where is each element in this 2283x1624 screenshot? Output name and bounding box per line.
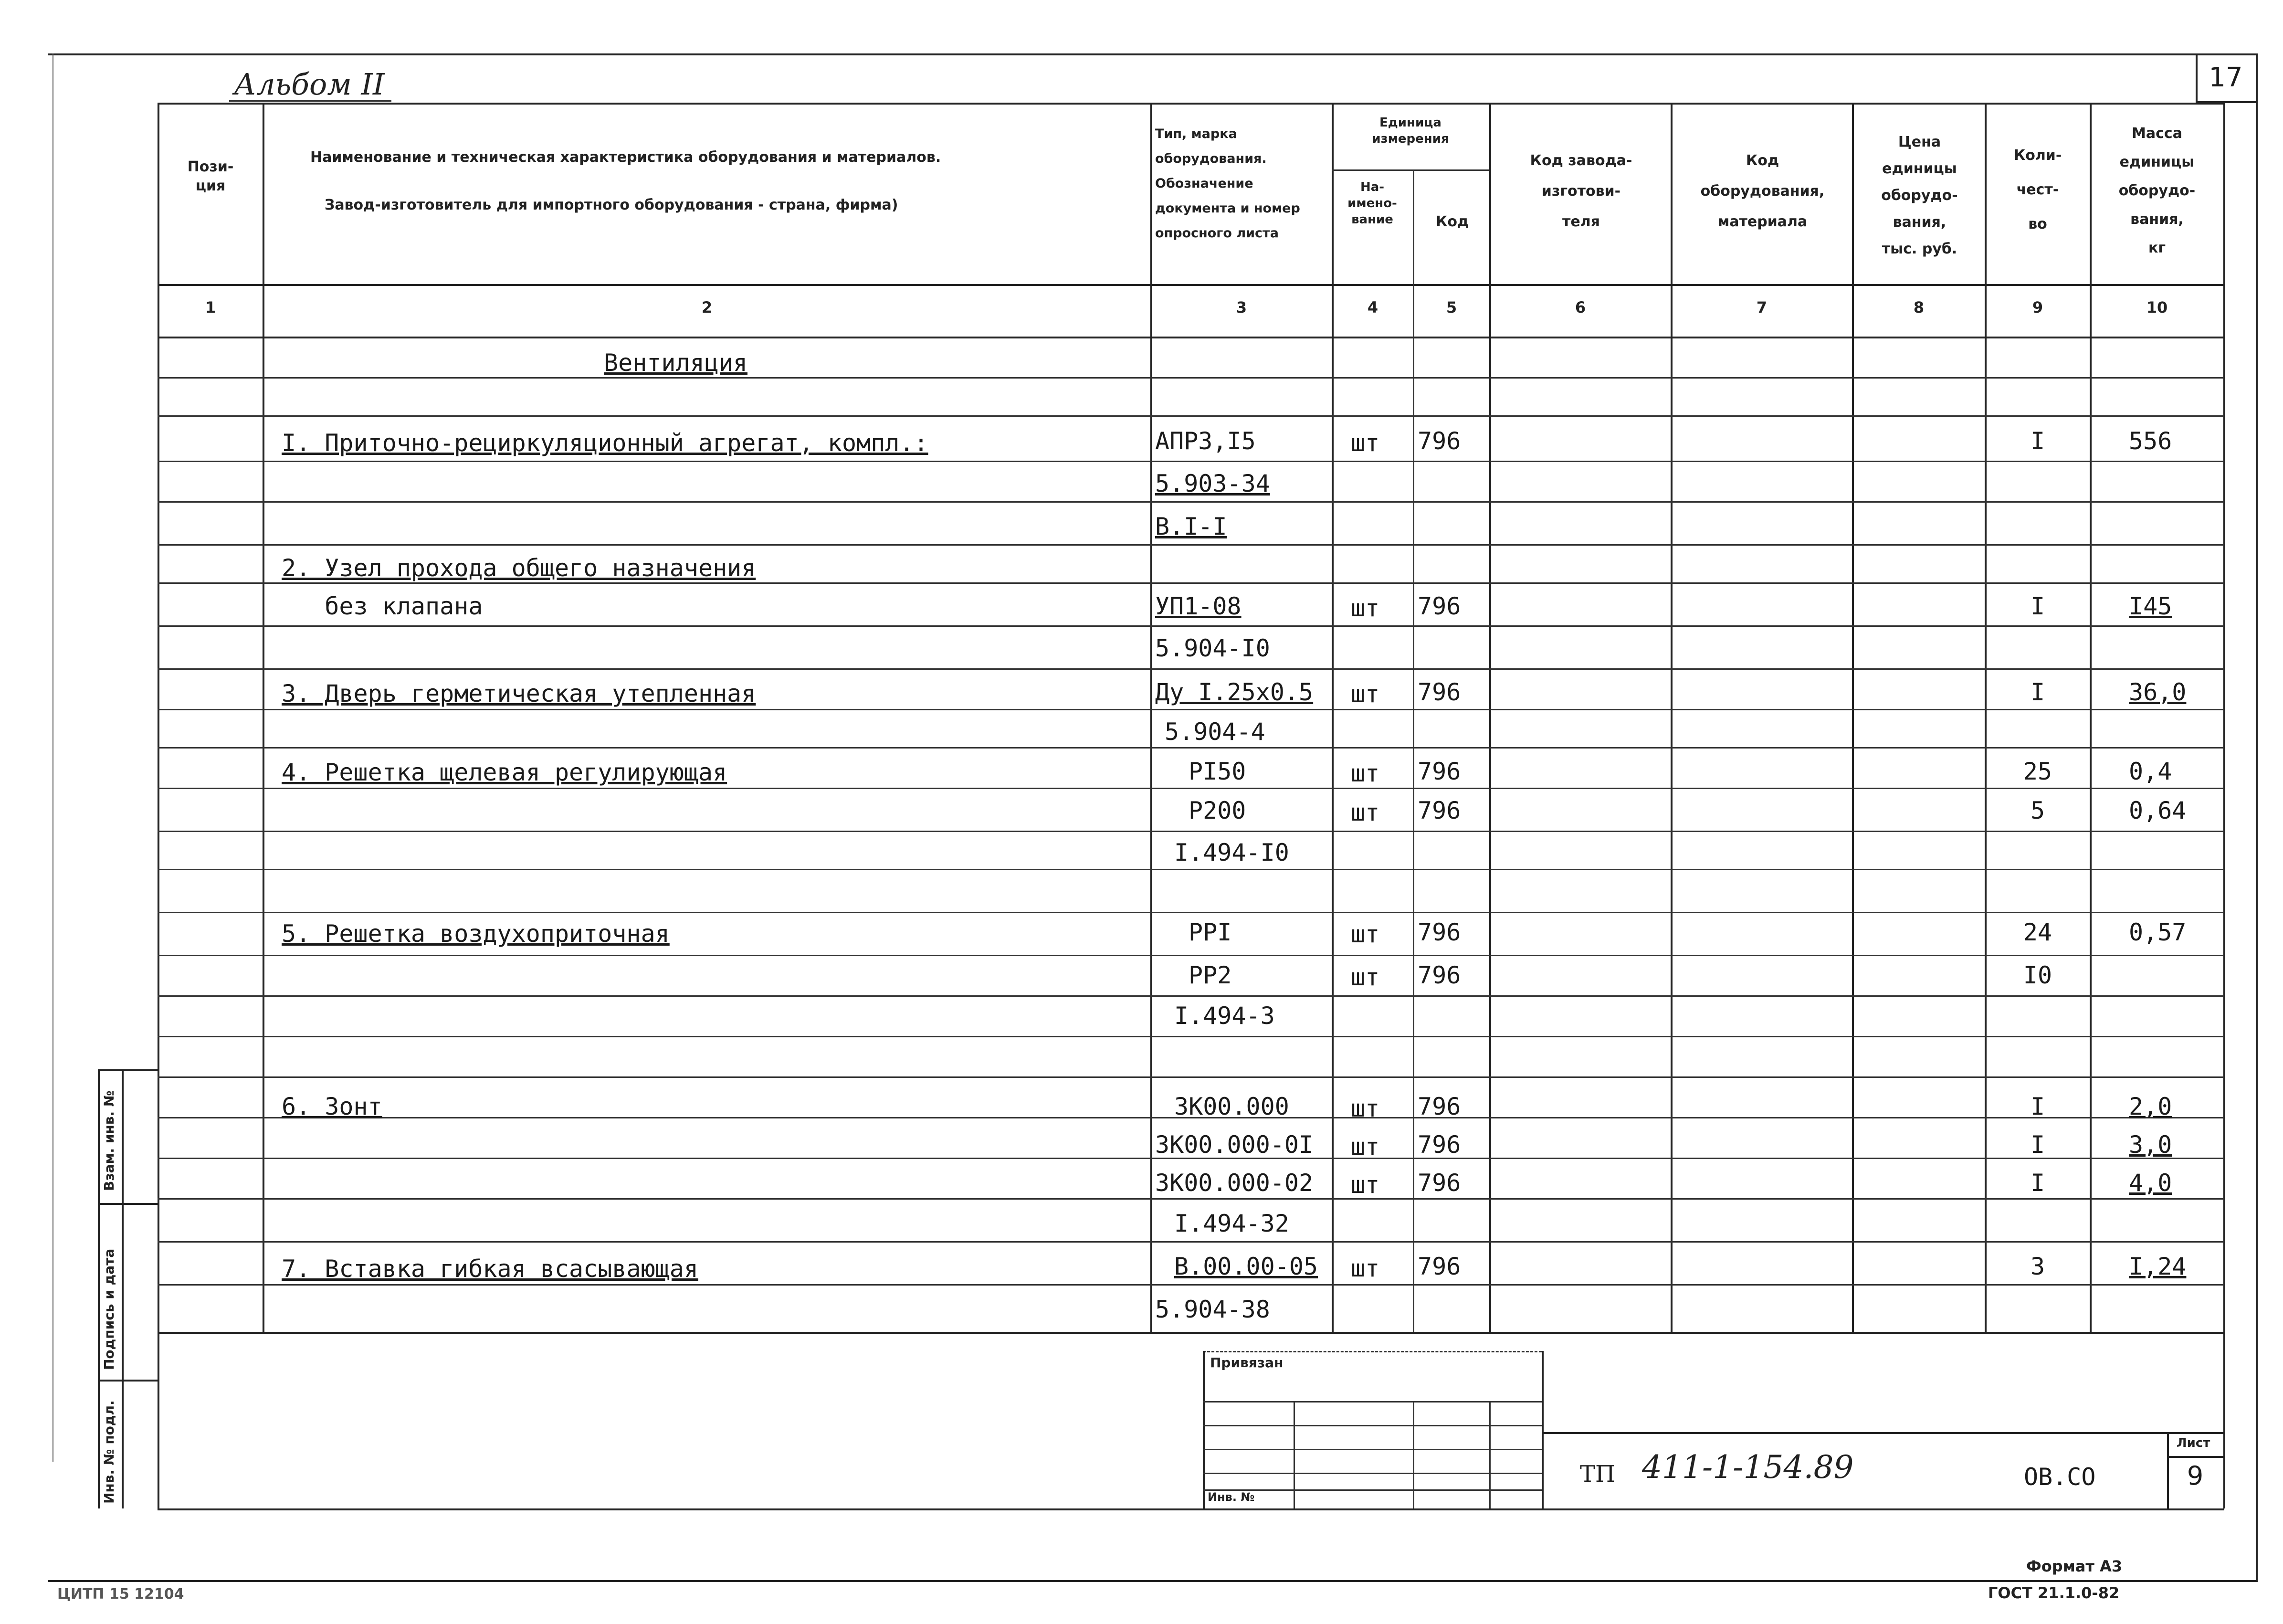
row-5-name: без клапана [282, 592, 483, 620]
row-13-type: PP2 [1189, 961, 1232, 989]
row-14-type: I.494-3 [1174, 1002, 1275, 1030]
colnum-6: 6 [1575, 298, 1586, 316]
stamp-doc-code: ОВ.СО [2024, 1463, 2096, 1491]
row-1-unit: шт [1351, 429, 1380, 457]
row-5-qty: I [2030, 592, 2045, 620]
row-16-code: 796 [1418, 1131, 1461, 1159]
row-19-unit: шт [1351, 1255, 1380, 1282]
stamp-sheet-number: 9 [2187, 1461, 2204, 1491]
side-label-podpis: Подпись и дата [101, 1248, 117, 1370]
row-12-code: 796 [1418, 918, 1461, 946]
row-9-unit: шт [1351, 759, 1380, 787]
footer-format: Формат А3 [2026, 1557, 2123, 1575]
colnum-5: 5 [1446, 298, 1457, 316]
header-type: Тип, марка оборудования. Обозначение документа и номер опросного листа [1155, 127, 1300, 241]
side-label-vzam: Взам. инв. № [101, 1090, 117, 1191]
colnum-8: 8 [1913, 298, 1925, 316]
row-19-mass: I,24 [2129, 1253, 2187, 1280]
row-15-type: 3К00.000 [1174, 1093, 1289, 1120]
row-3-type: В.I-I [1155, 513, 1227, 540]
row-7-name: 3. Дверь герметическая утепленная [282, 680, 756, 707]
row-12-name: 5. Решетка воздухоприточная [282, 920, 670, 948]
row-5-mass: I45 [2129, 592, 2172, 620]
row-7-type: Ду I.25х0.5 [1155, 678, 1314, 706]
colnum-2: 2 [701, 298, 713, 316]
footer-gost: ГОСТ 21.1.0-82 [1988, 1584, 2120, 1602]
row-19-qty: 3 [2030, 1253, 2045, 1280]
row-15-code: 796 [1418, 1093, 1461, 1120]
row-13-unit: шт [1351, 963, 1380, 991]
row-9-name: 4. Решетка щелевая регулирующая [282, 759, 727, 786]
row-4-name: 2. Узел прохода общего назначения [282, 554, 756, 582]
colnum-9: 9 [2032, 298, 2043, 316]
row-13-qty: I0 [2023, 961, 2052, 989]
row-16-unit: шт [1351, 1133, 1380, 1160]
row-16-type: 3К00.000-0I [1155, 1131, 1314, 1159]
row-16-qty: I [2030, 1131, 2045, 1159]
row-10-type: P200 [1189, 797, 1246, 824]
header-quantity: Коли- чест- во [2013, 147, 2062, 232]
row-9-mass: 0,4 [2129, 758, 2172, 785]
colnum-1: 1 [205, 298, 216, 316]
row-17-mass: 4,0 [2129, 1169, 2172, 1197]
row-12-type: PPI [1189, 918, 1232, 946]
footer-left-code: ЦИТП 15 12104 [57, 1586, 184, 1603]
row-1-code: 796 [1418, 427, 1461, 455]
row-8-type: 5.904-4 [1165, 718, 1265, 746]
row-20-type: 5.904-38 [1155, 1296, 1270, 1323]
row-11-type: I.494-I0 [1174, 839, 1289, 866]
row-9-type: PI50 [1189, 758, 1246, 785]
frame-top [48, 53, 2258, 55]
row-16-mass: 3,0 [2129, 1131, 2172, 1159]
row-17-qty: I [2030, 1169, 2045, 1197]
row-12-unit: шт [1351, 920, 1380, 948]
header-name-line2: Завод-изготовитель для импортного оборудования - страна, фирма) [325, 197, 898, 213]
header-unit-code: Код [1435, 213, 1469, 230]
header-equipment-code: Код оборудования, материала [1700, 152, 1825, 230]
row-10-qty: 5 [2030, 797, 2045, 824]
row-1-type: АПР3,I5 [1155, 427, 1256, 455]
stamp-tp-prefix: ТП [1580, 1461, 1615, 1487]
title-block [1542, 1432, 2223, 1434]
row-19-code: 796 [1418, 1253, 1461, 1280]
header-name-line1: Наименование и техническая характеристика оборудования и материалов. [310, 149, 941, 166]
row-6-type: 5.904-I0 [1155, 634, 1270, 662]
table-top [158, 103, 2224, 105]
colnum-10: 10 [2146, 298, 2168, 316]
row-9-qty: 25 [2023, 758, 2052, 785]
row-5-unit: шт [1351, 594, 1380, 622]
header-unit: Единица измерения [1372, 116, 1449, 146]
row-18-type: I.494-32 [1174, 1210, 1289, 1237]
album-label: Альбом II [234, 67, 385, 102]
header-position: Пози- ция [187, 158, 234, 194]
colnum-3: 3 [1236, 298, 1247, 316]
row-19-type: В.00.00-05 [1174, 1253, 1318, 1280]
side-label-inv: Инв. № подл. [101, 1400, 117, 1504]
header-mass: Масса единицы оборудо- вания, кг [2118, 125, 2196, 256]
row-12-mass: 0,57 [2129, 918, 2187, 946]
row-2-type: 5.903-34 [1155, 470, 1270, 497]
row-13-code: 796 [1418, 961, 1461, 989]
header-bottom [158, 284, 2224, 286]
page-number: 17 [2209, 62, 2243, 93]
row-10-mass: 0,64 [2129, 797, 2187, 824]
row-10-unit: шт [1351, 799, 1380, 826]
row-5-type: УП1-08 [1155, 592, 1241, 620]
colnum-4: 4 [1367, 298, 1378, 316]
stamp-privyazan-box [1203, 1351, 1542, 1352]
header-unit-name: На- имено- вание [1347, 180, 1397, 227]
table-bottom [158, 1508, 2224, 1510]
colnum-bottom [158, 337, 2224, 338]
row-9-code: 796 [1418, 758, 1461, 785]
row-7-unit: шт [1351, 680, 1380, 708]
row-10-code: 796 [1418, 797, 1461, 824]
row-17-code: 796 [1418, 1169, 1461, 1197]
row-12-qty: 24 [2023, 918, 2052, 946]
stamp-sheet-label: Лист [2177, 1436, 2210, 1450]
stamp-privyazan: Привязан [1210, 1355, 1284, 1371]
row-19-name: 7. Вставка гибкая всасывающая [282, 1255, 698, 1283]
row-15-name: 6. Зонт [282, 1093, 382, 1120]
row-15-mass: 2,0 [2129, 1093, 2172, 1120]
row-7-code: 796 [1418, 678, 1461, 706]
row-5-code: 796 [1418, 592, 1461, 620]
row-15-qty: I [2030, 1093, 2045, 1120]
row-1-name: I. Приточно-рециркуляционный агрегат, компл.: [282, 429, 928, 457]
colnum-7: 7 [1756, 298, 1767, 316]
frame-right [2256, 53, 2258, 1581]
header-price: Цена единицы оборудо- вания, тыс. руб. [1881, 134, 1958, 257]
row-17-type: 3К00.000-02 [1155, 1169, 1314, 1197]
stamp-inv-no: Инв. № [1208, 1490, 1255, 1504]
row-1-qty: I [2030, 427, 2045, 455]
table-body-bottom [158, 1332, 2224, 1334]
table-right [2223, 103, 2225, 1508]
frame-bottom [48, 1580, 2258, 1582]
stamp-tp-number: 411-1-154.89 [1642, 1449, 1854, 1486]
row-1-mass: 556 [2129, 427, 2172, 455]
row-7-qty: I [2030, 678, 2045, 706]
row-17-unit: шт [1351, 1171, 1380, 1199]
section-title: Вентиляция [604, 349, 748, 377]
header-maker-code: Код завода- изготови- теля [1530, 152, 1632, 230]
row-7-mass: 36,0 [2129, 678, 2187, 706]
row-15-unit: шт [1351, 1095, 1380, 1122]
